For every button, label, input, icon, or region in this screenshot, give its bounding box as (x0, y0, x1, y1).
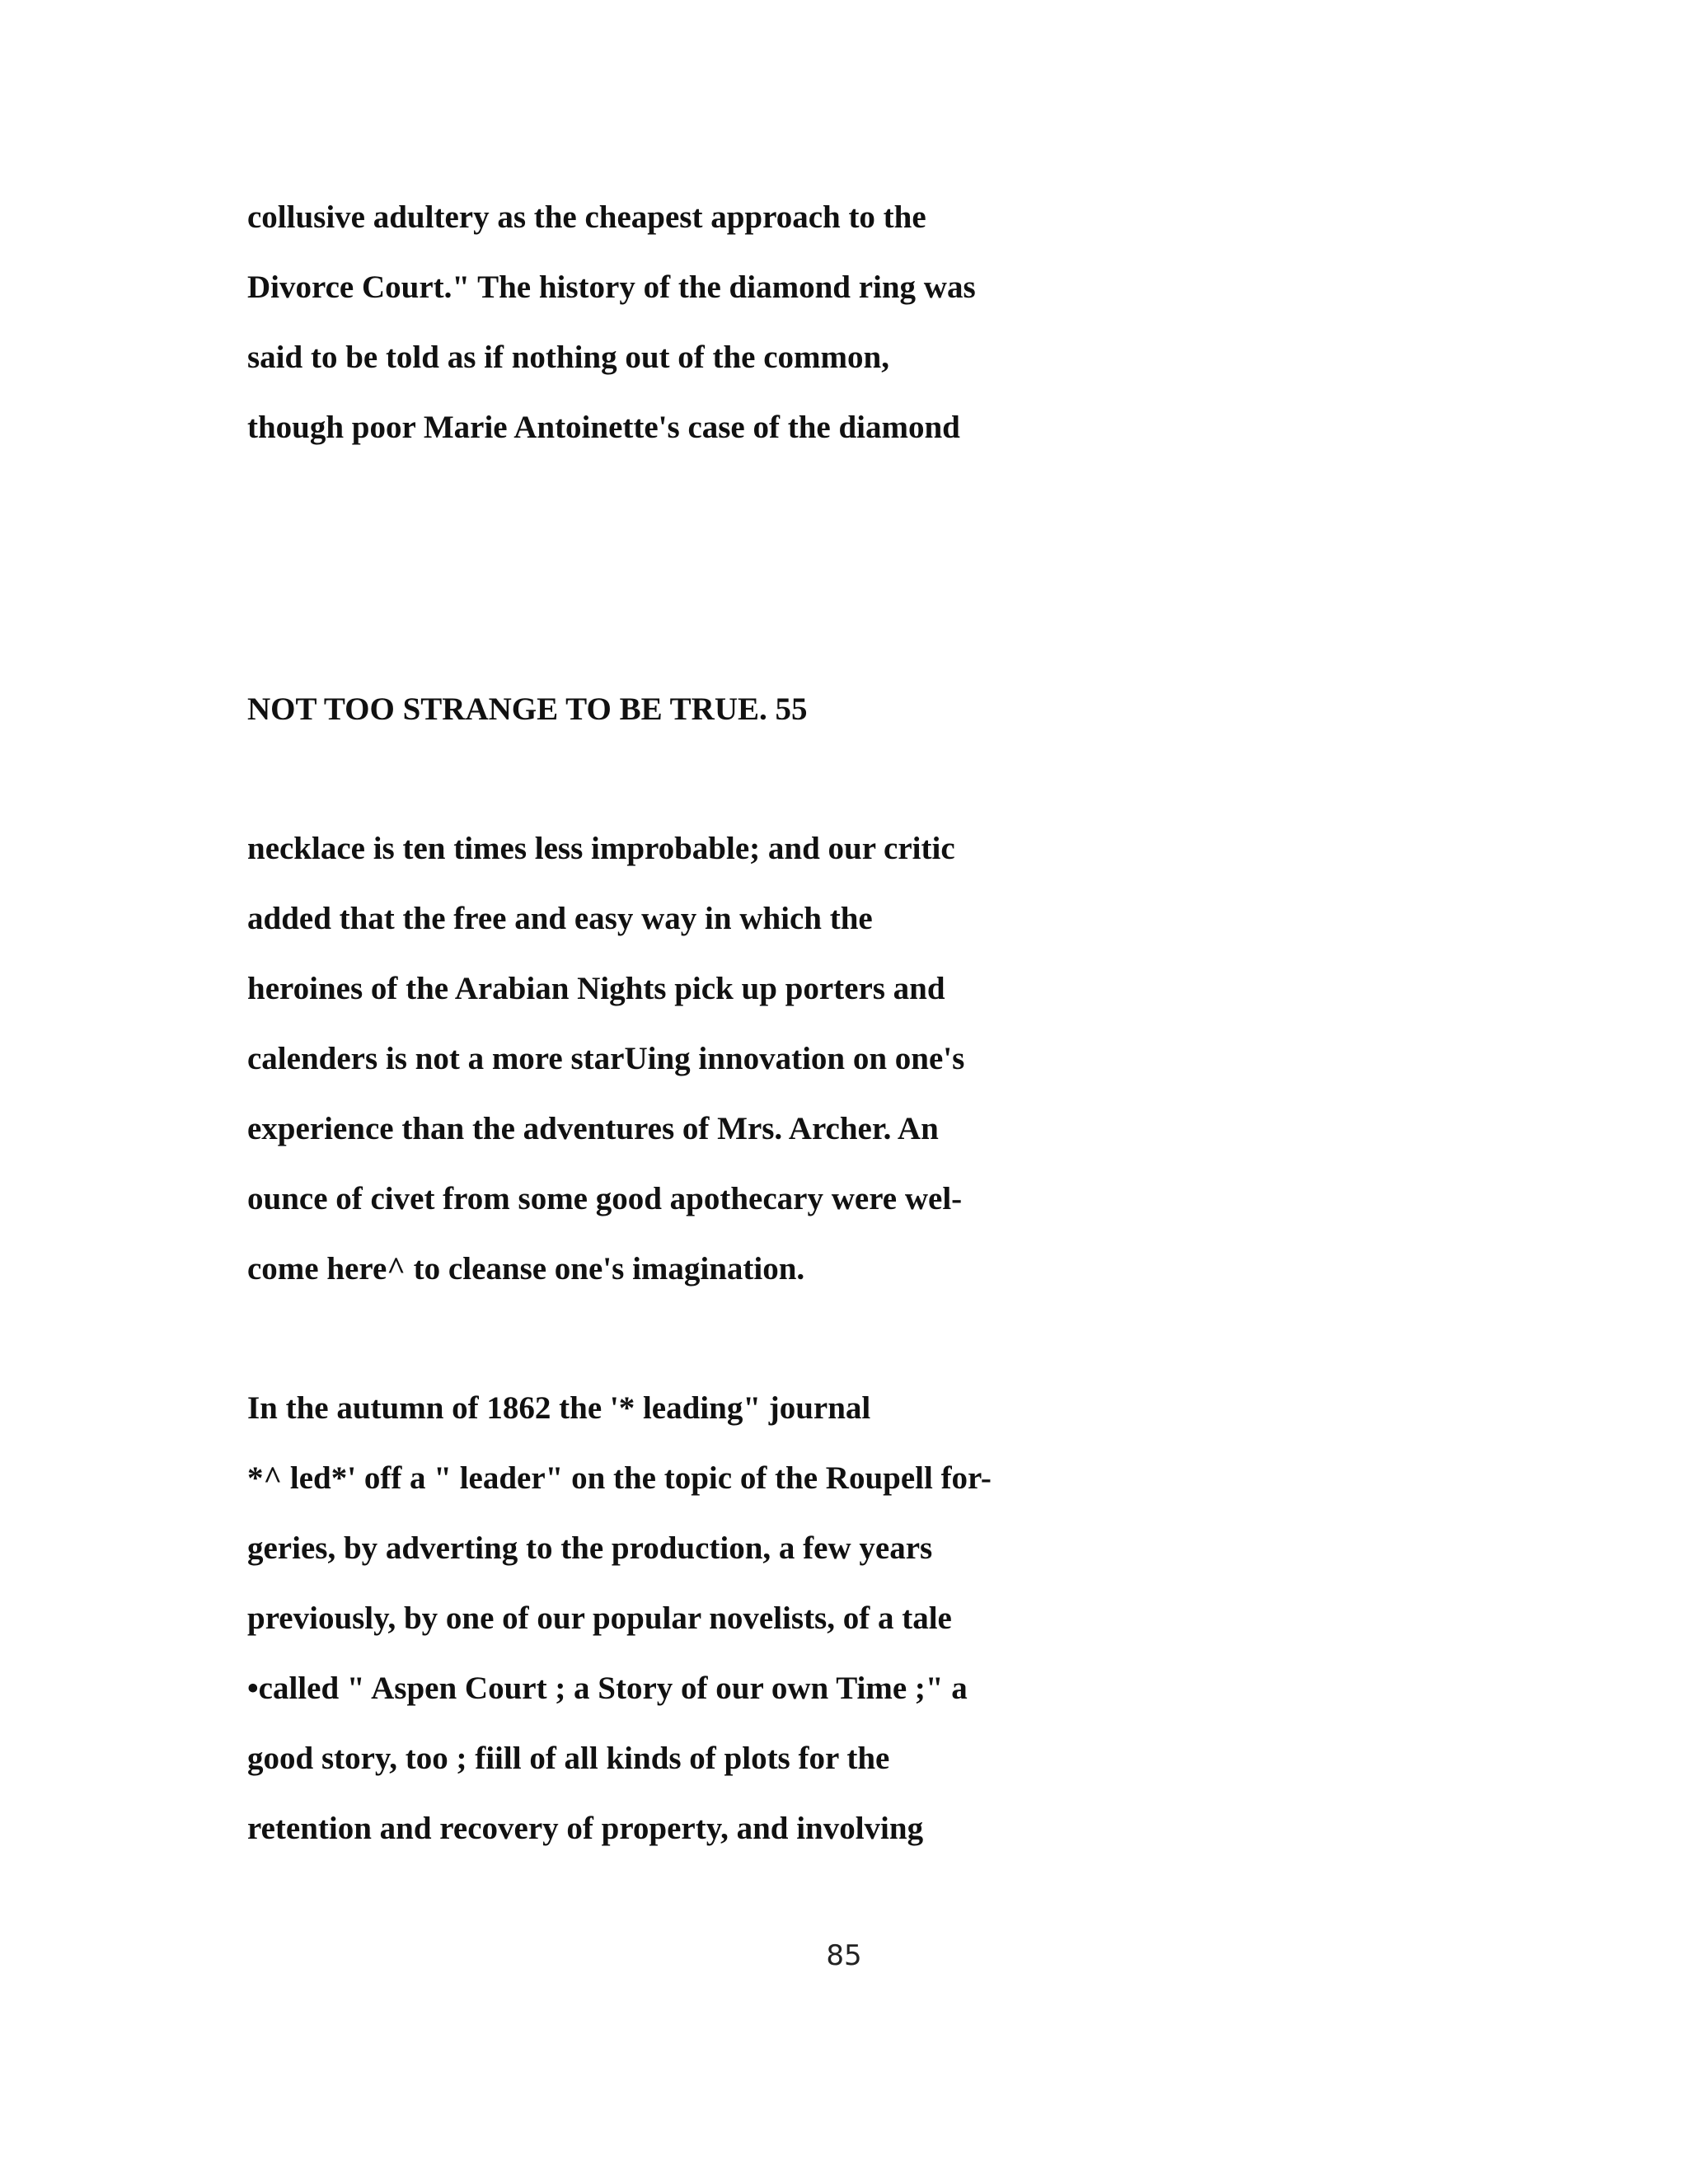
text-line: good story, too ; fiill of all kinds of plots for the (247, 1741, 890, 1776)
text-line: collusive adultery as the cheapest approach to the (247, 199, 926, 235)
text-line: *^ led*' off a " leader" on the topic of the Roupell for- (247, 1460, 992, 1496)
text-line: added that the free and easy way in which the (247, 901, 873, 936)
text-line: though poor Marie Antoinette's case of the diamond (247, 410, 960, 445)
text-line: come here^ to cleanse one's imagination. (247, 1251, 805, 1286)
text-line: retention and recovery of property, and involving (247, 1811, 924, 1846)
page-number: 85 (826, 1939, 862, 1972)
running-header: NOT TOO STRANGE TO BE TRUE. 55 (247, 691, 808, 727)
text-line: •called " Aspen Court ; a Story of our own Time ;" a (247, 1671, 968, 1706)
text-line: geries, by adverting to the production, a few years (247, 1530, 933, 1566)
text-line: said to be told as if nothing out of the common, (247, 340, 889, 375)
text-line: In the autumn of 1862 the '* leading" journal (247, 1390, 871, 1426)
text-line: necklace is ten times less improbable; and our critic (247, 831, 955, 866)
text-line: Divorce Court." The history of the diamond ring was (247, 269, 976, 305)
text-line: previously, by one of our popular novelists, of a tale (247, 1601, 952, 1636)
text-line: experience than the adventures of Mrs. Archer. An (247, 1111, 939, 1146)
text-line: heroines of the Arabian Nights pick up porters and (247, 971, 945, 1006)
text-line: calenders is not a more starUing innovation on one's (247, 1041, 965, 1076)
text-line: ounce of civet from some good apothecary were wel- (247, 1181, 963, 1216)
